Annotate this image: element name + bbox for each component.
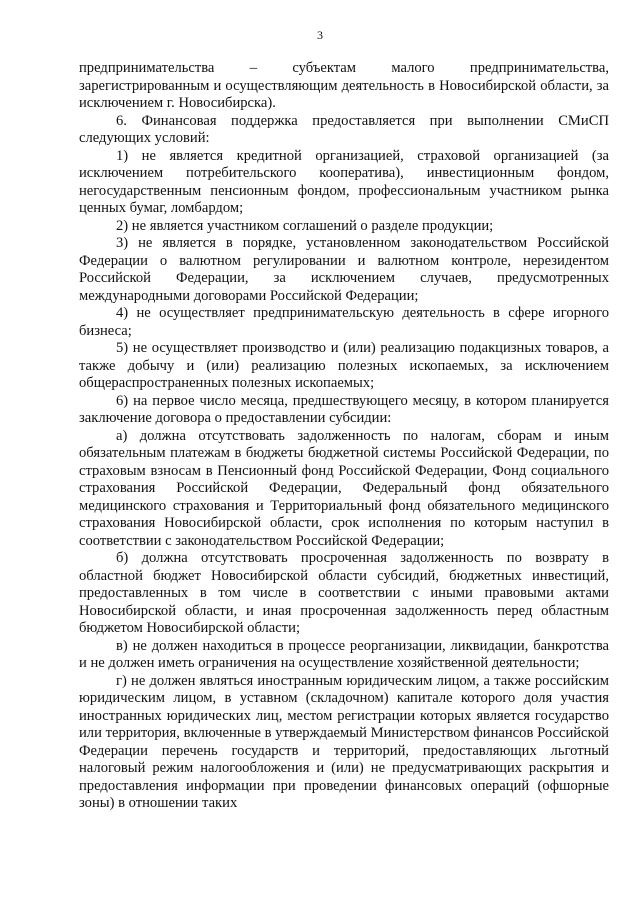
paragraph: 6) на первое число месяца, предшествующего месяцу, в котором планируется заключение договора о предоставлении субсидии: [79,392,609,426]
paragraph: а) должна отсутствовать задолженность по налогам, сборам и иным обязательным платежам в бюджеты бюджетной системы Российской Федерации, по страховым взносам в Пенсионный фонд Российской Федерации, Фонд социального страхования Российской Федерации, Федеральный фонд обязательного медицинского страхования и Территориальный фонд обязательного медицинского страхования Новосибирской области, срок исполнения по которым наступил в соответствии с законодательством Российской Федерации; [79,427,609,549]
paragraph: 6. Финансовая поддержка предоставляется при выполнении СМиСП следующих условий: [79,112,609,146]
paragraph: г) не должен являться иностранным юридическим лицом, а также российским юридическим лицом, в уставном (складочном) капитале которого доля участия иностранных юридических лиц, местом регистрации которых является государство или территория, включенные в утверждаемый Министерством финансов Российской Федерации перечень государств и территорий, предоставляющих льготный налоговый режим налогообложения и (или) не предусматривающих раскрытия и предоставления информации при проведении финансовых операций (офшорные зоны) в отношении таких [79,672,609,811]
paragraph: 4) не осуществляет предпринимательскую деятельность в сфере игорного бизнеса; [79,305,609,339]
paragraph: в) не должен находиться в процессе реорганизации, ликвидации, банкротства и не должен иметь ограничения на осуществление хозяйственной деятельности; [79,637,609,671]
paragraph: предпринимательства – субъектам малого предпринимательства, зарегистрированным и осуществляющим деятельность в Новосибирской области, за исключением г. Новосибирска). [79,60,609,111]
document-body [79,60,609,813]
paragraph: 1) не является кредитной организацией, страховой организацией (за исключением потребительского кооператива), инвестиционным фондом, негосударственным пенсионным фондом, профессиональным участником рынка ценных бумаг, ломбардом; [79,147,609,216]
paragraph: 2) не является участником соглашений о разделе продукции; [116,217,494,234]
paragraph: 5) не осуществляет производство и (или) реализацию подакцизных товаров, а также добычу и (или) реализацию полезных ископаемых, за исключением общераспространенных полезных ископаемых; [79,340,609,391]
paragraph: 3) не является в порядке, установленном законодательством Российской Федерации о валютном регулировании и валютном контроле, нерезидентом Российской Федерации, за исключением случаев, предусмотренных международными договорами Российской Федерации; [79,235,609,304]
page-number: 3 [317,28,323,42]
paragraph: б) должна отсутствовать просроченная задолженность по возврату в областной бюджет Новосибирской области субсидий, бюджетных инвестиций, предоставленных в том числе в соответствии с иными правовыми актами Новосибирской области, и иная просроченная задолженность перед областным бюджетом Новосибирской области; [79,550,609,636]
